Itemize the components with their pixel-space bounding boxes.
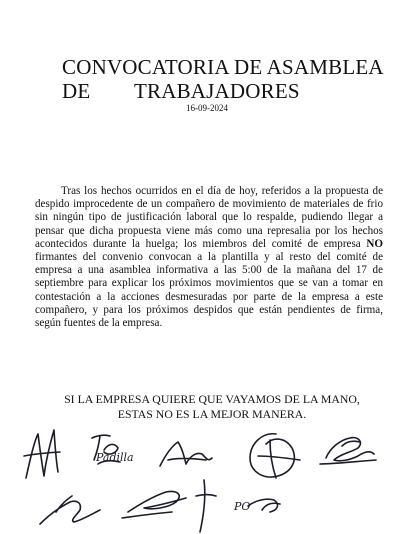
signature-3 [160, 442, 212, 466]
signature-9 [233, 499, 280, 513]
document-title-line1: CONVOCATORIA DE ASAMBLEA DE [62, 55, 383, 103]
body-text-part1: Tras los hechos ocurridos en el día de hoy, referidos a la propuesta de despido improcedente de un compañero de movimiento de materiales de frio sin ningún tipo de justificación laboral que lo respalde, pudiendo llegar a pensar que dicha propuesta viene más como una represalia por los hechos acontecidos durante la huelga; los miembros del comité de empresa [35, 185, 383, 250]
signature-5 [320, 438, 376, 464]
document-title-line2: TRABAJADORES [134, 79, 300, 103]
signature-4 [250, 434, 300, 478]
signature-2 [92, 435, 134, 464]
signature-9-initials: PO [234, 500, 251, 513]
signature-1 [24, 430, 60, 478]
slogan-line2: ESTAS NO ES LA MEJOR MANERA. [117, 407, 307, 421]
signature-7 [122, 491, 186, 518]
signature-8 [196, 480, 216, 532]
slogan-line1: SI LA EMPRESA QUIERE QUE VAYAMOS DE LA MANO, [64, 392, 360, 406]
body-emphasis-no: NO [366, 237, 383, 250]
signatures-area [0, 420, 414, 534]
signature-2-name: Padilla [96, 451, 134, 464]
document-date: 16-09-2024 [186, 103, 228, 113]
slogan [56, 392, 368, 422]
document-body [35, 185, 383, 330]
signature-6 [40, 496, 100, 524]
body-text-part2: firmantes del convenio convocan a la plantilla y al resto del comité de empresa a una asamblea informativa a las 5:00 de la mañana del 17 de septiembre para explicar los próximos movimientos que se van a tomar en contestación a la acciones desmesuradas por parte de la empresa a este compañero, y para los próximos despidos que están pendientes de firma, según fuentes de la empresa. [35, 251, 383, 330]
